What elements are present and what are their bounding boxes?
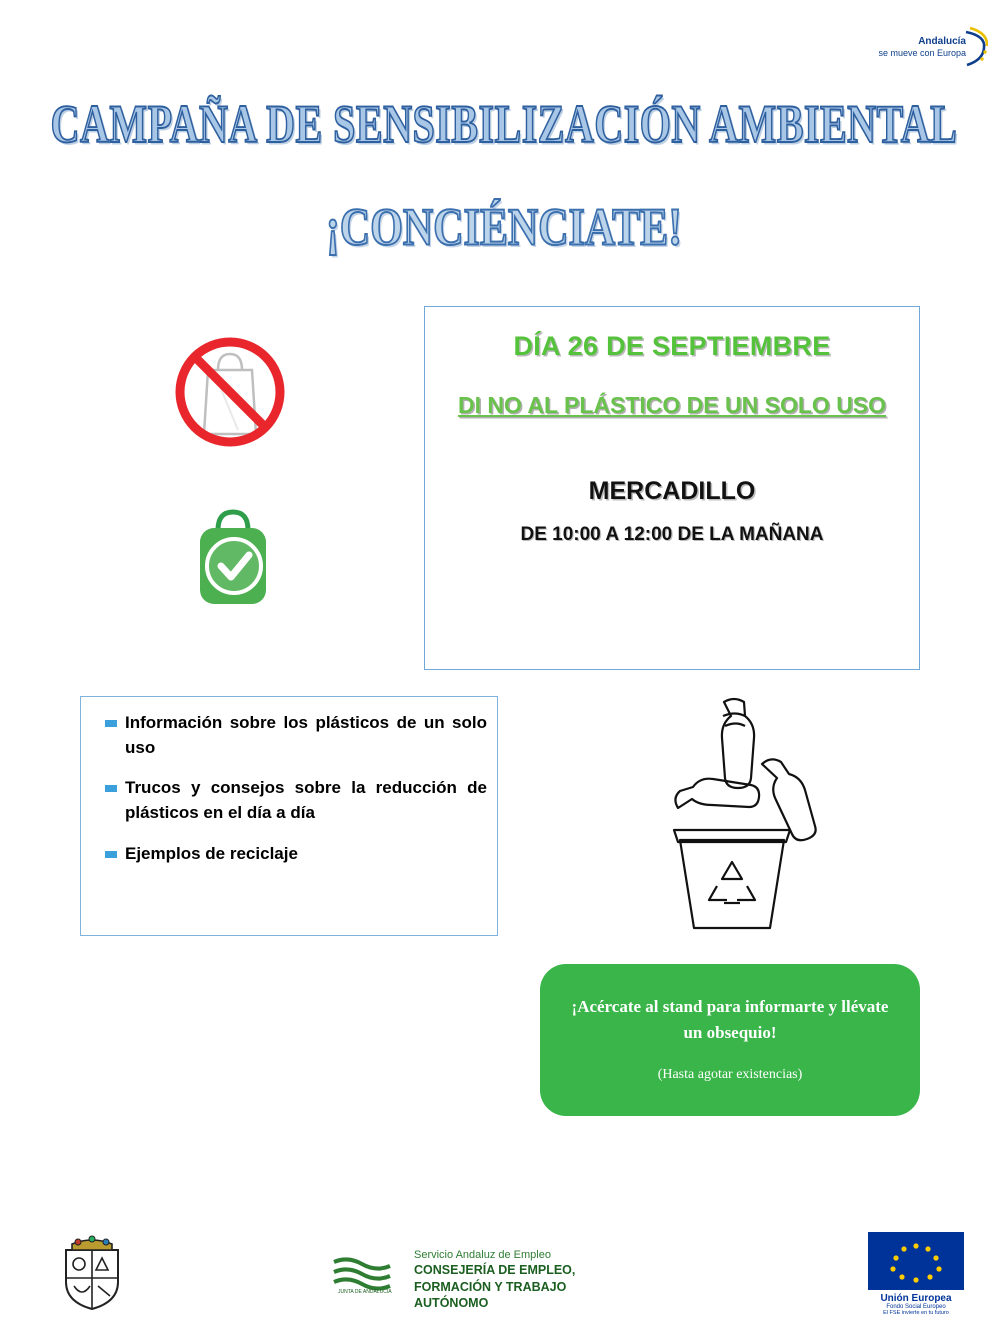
andalucia-logo-line1: Andalucía — [918, 36, 966, 47]
list-item — [89, 711, 487, 760]
event-info-box — [424, 306, 920, 670]
svg-text:JUNTA DE ANDALUCIA: JUNTA DE ANDALUCIA — [338, 1289, 392, 1294]
event-date: DÍA 26 DE SEPTIEMBRE — [513, 331, 831, 361]
european-union-logo — [868, 1232, 964, 1318]
list-item-label: Ejemplos de reciclaje — [125, 843, 298, 863]
andalucia-europa-logo — [876, 22, 988, 78]
stand-callout-box — [540, 964, 920, 1116]
list-item-label: Información sobre los plásticos de un solo uso — [125, 713, 487, 757]
bullet-icon — [105, 785, 117, 792]
poster-main-title: CAMPAÑA DE SENSIBILIZACIÓN AMBIENTAL — [50, 93, 958, 155]
list-item — [89, 842, 487, 867]
sae-text-block — [414, 1248, 630, 1311]
servicio-andaluz-empleo-logo — [330, 1244, 630, 1310]
list-item-label: Trucos y consejos sobre la reducción de plásticos en el día a día — [125, 778, 487, 822]
andalucia-logo-text — [878, 36, 966, 58]
callout-note-text: (Hasta agotar existencias) — [657, 1067, 803, 1082]
bullet-icon — [105, 851, 117, 858]
activities-list-box — [80, 696, 498, 936]
event-time: DE 10:00 A 12:00 DE LA MAÑANA — [520, 524, 824, 546]
plastic-bottles-recycling-bin-icon — [612, 690, 852, 940]
green-reusable-bag-check-icon — [178, 500, 288, 614]
andalucia-europa-arc-icon — [964, 26, 988, 70]
eu-subtitle-2: El FSE invierte en tu futuro — [883, 1310, 949, 1316]
junta-de-andalucia-mark-icon — [330, 1254, 406, 1294]
bullet-icon — [105, 720, 117, 727]
poster-sub-title: ¡CONCIÉNCIATE! — [325, 199, 683, 257]
eu-title: Unión Europea — [880, 1293, 952, 1304]
eu-subtitle-1: Fondo Social Europeo — [886, 1304, 946, 1310]
municipal-coat-of-arms-icon — [58, 1234, 126, 1312]
sae-line1: Servicio Andaluz de Empleo — [414, 1249, 551, 1261]
event-slogan: DI NO AL PLÁSTICO DE UN SOLO USO — [457, 392, 887, 418]
sae-line3: FORMACIÓN Y TRABAJO AUTÓNOMO — [414, 1279, 567, 1310]
list-item — [89, 776, 487, 825]
eu-flag-icon — [868, 1232, 964, 1290]
sae-line2: CONSEJERÍA DE EMPLEO, — [414, 1263, 576, 1278]
callout-main-text: ¡Acércate al stand para informarte y llévate un obsequio! — [571, 997, 889, 1042]
andalucia-logo-line2: se mueve con Europa — [878, 47, 966, 58]
no-plastic-bag-icon — [168, 330, 292, 454]
event-place: MERCADILLO — [588, 477, 756, 506]
